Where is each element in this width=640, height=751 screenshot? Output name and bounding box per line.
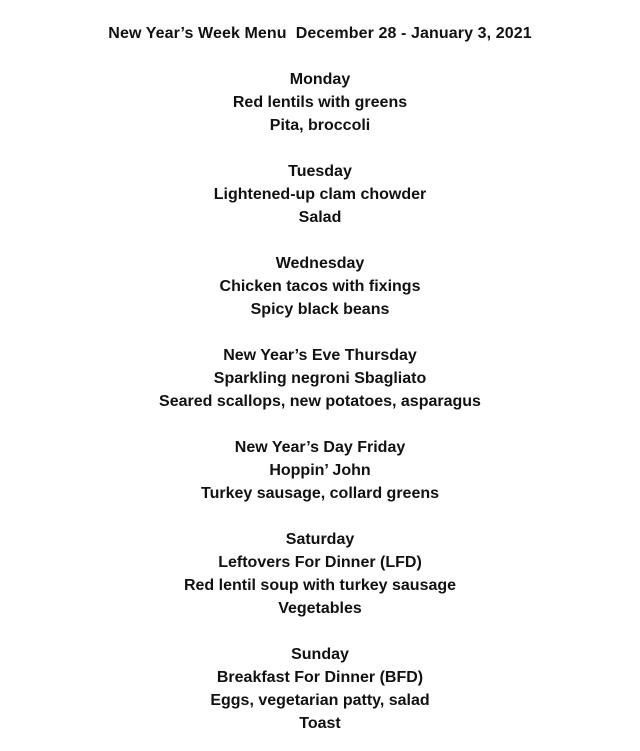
menu-item: Breakfast For Dinner (BFD)	[216, 669, 424, 686]
day-name: Tuesday	[288, 163, 352, 180]
menu-item: Vegetables	[278, 600, 362, 617]
menu-item: Sparkling negroni Sbagliato	[213, 370, 427, 387]
menu-item: Lightened-up clam chowder	[213, 186, 427, 203]
day-name: Saturday	[285, 531, 355, 548]
day-name: Sunday	[291, 646, 349, 663]
day-monday	[0, 68, 640, 137]
day-wednesday	[0, 252, 640, 321]
menu-title: New Year’s Week Menu December 28 - January 3, 2021	[108, 25, 532, 42]
menu-item: Red lentil soup with turkey sausage	[183, 577, 457, 594]
day-friday	[0, 436, 640, 505]
day-thursday	[0, 344, 640, 413]
menu-item: Spicy black beans	[250, 301, 390, 318]
menu-item: Eggs, vegetarian patty, salad	[210, 692, 430, 709]
menu-item: Chicken tacos with fixings	[219, 278, 421, 295]
day-name: Wednesday	[275, 255, 365, 272]
menu-item: Leftovers For Dinner (LFD)	[218, 554, 422, 571]
menu-item: Toast	[299, 715, 341, 732]
day-name: Monday	[289, 71, 351, 88]
day-name: New Year’s Day Friday	[234, 439, 406, 456]
day-saturday	[0, 528, 640, 620]
menu-item: Seared scallops, new potatoes, asparagus	[159, 393, 481, 410]
day-tuesday	[0, 160, 640, 229]
menu-days	[0, 68, 640, 735]
day-sunday	[0, 643, 640, 735]
menu-item: Turkey sausage, collard greens	[200, 485, 440, 502]
menu-item: Pita, broccoli	[269, 117, 371, 134]
menu-item: Salad	[298, 209, 342, 226]
day-name: New Year’s Eve Thursday	[223, 347, 417, 364]
menu-item: Red lentils with greens	[232, 94, 408, 111]
menu-item: Hoppin’ John	[269, 462, 371, 479]
